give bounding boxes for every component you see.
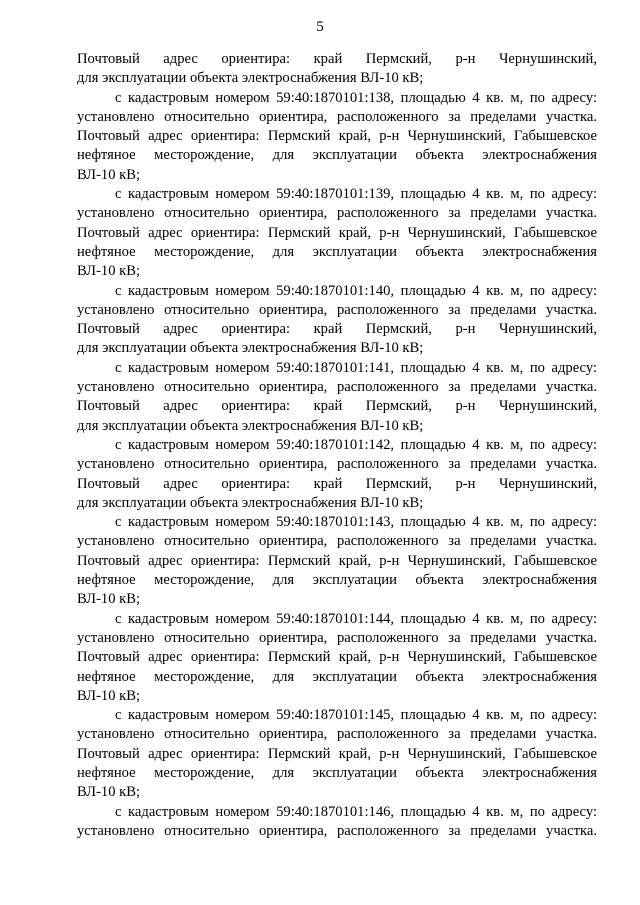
text-line: Почтовый адрес ориентира: Пермский край, р-н Чернушинский, Габышевское (77, 649, 597, 666)
text-line: с кадастровым номером 59:40:1870101:138, площадью 4 кв. м, по адресу: (115, 89, 597, 106)
text-line: Почтовый адрес ориентира: Пермский край, р-н Чернушинский, Габышевское (77, 128, 597, 145)
text-line: ВЛ-10 кВ; (77, 784, 141, 801)
text-line: Почтовый адрес ориентира: Пермский край, р-н Чернушинский, Габышевское (77, 552, 597, 569)
text-line: Почтовый адрес ориентира: Пермский край, р-н Чернушинский, Габышевское (77, 745, 597, 762)
text-line: для эксплуатации объекта электроснабжения ВЛ-10 кВ; (77, 494, 424, 511)
text-line: ВЛ-10 кВ; (77, 591, 141, 608)
text-line: для эксплуатации объекта электроснабжения ВЛ-10 кВ; (77, 340, 424, 357)
text-line: с кадастровым номером 59:40:1870101:143, площадью 4 кв. м, по адресу: (115, 514, 597, 531)
text-line: установлено относительно ориентира, расположенного за пределами участка. (77, 822, 597, 839)
text-line: Почтовый адрес ориентира: Пермский край, р-н Чернушинский, Габышевское (77, 224, 597, 241)
text-line: нефтяное месторождение, для эксплуатации объекта электроснабжения (77, 668, 597, 685)
text-line: с кадастровым номером 59:40:1870101:142, площадью 4 кв. м, по адресу: (115, 436, 597, 453)
text-line: с кадастровым номером 59:40:1870101:140, площадью 4 кв. м, по адресу: (115, 282, 597, 299)
text-line: Почтовый адрес ориентира: край Пермский, р-н Чернушинский, (77, 398, 597, 415)
text-line: ВЛ-10 кВ; (77, 263, 141, 280)
text-line: установлено относительно ориентира, расположенного за пределами участка. (77, 726, 597, 743)
text-line: нефтяное месторождение, для эксплуатации объекта электроснабжения (77, 572, 597, 589)
document-body (77, 50, 597, 841)
text-line: установлено относительно ориентира, расположенного за пределами участка. (77, 379, 597, 396)
text-line: установлено относительно ориентира, расположенного за пределами участка. (77, 533, 597, 550)
text-line: Почтовый адрес ориентира: край Пермский, р-н Чернушинский, (77, 475, 597, 492)
text-line: для эксплуатации объекта электроснабжения ВЛ-10 кВ; (77, 70, 424, 87)
page-number: 5 (316, 19, 324, 35)
text-line: Почтовый адрес ориентира: край Пермский, р-н Чернушинский, (77, 51, 597, 67)
text-line: ВЛ-10 кВ; (77, 166, 141, 183)
text-line: с кадастровым номером 59:40:1870101:139, площадью 4 кв. м, по адресу: (115, 186, 597, 203)
text-line: ВЛ-10 кВ; (77, 687, 141, 704)
text-line: нефтяное месторождение, для эксплуатации объекта электроснабжения (77, 147, 597, 164)
text-line: установлено относительно ориентира, расположенного за пределами участка. (77, 629, 597, 646)
text-line: установлено относительно ориентира, расположенного за пределами участка. (77, 301, 597, 318)
text-line: для эксплуатации объекта электроснабжения ВЛ-10 кВ; (77, 417, 424, 434)
text-line: установлено относительно ориентира, расположенного за пределами участка. (77, 108, 597, 125)
text-line: с кадастровым номером 59:40:1870101:146, площадью 4 кв. м, по адресу: (115, 803, 597, 820)
text-line: нефтяное месторождение, для эксплуатации объекта электроснабжения (77, 764, 597, 781)
text-line: нефтяное месторождение, для эксплуатации объекта электроснабжения (77, 243, 597, 260)
text-line: установлено относительно ориентира, расположенного за пределами участка. (77, 456, 597, 473)
text-line: установлено относительно ориентира, расположенного за пределами участка. (77, 205, 597, 222)
text-line: Почтовый адрес ориентира: край Пермский, р-н Чернушинский, (77, 321, 597, 338)
text-line: с кадастровым номером 59:40:1870101:141, площадью 4 кв. м, по адресу: (115, 359, 597, 376)
text-line: с кадастровым номером 59:40:1870101:145, площадью 4 кв. м, по адресу: (115, 707, 597, 724)
text-line: с кадастровым номером 59:40:1870101:144, площадью 4 кв. м, по адресу: (115, 610, 597, 627)
